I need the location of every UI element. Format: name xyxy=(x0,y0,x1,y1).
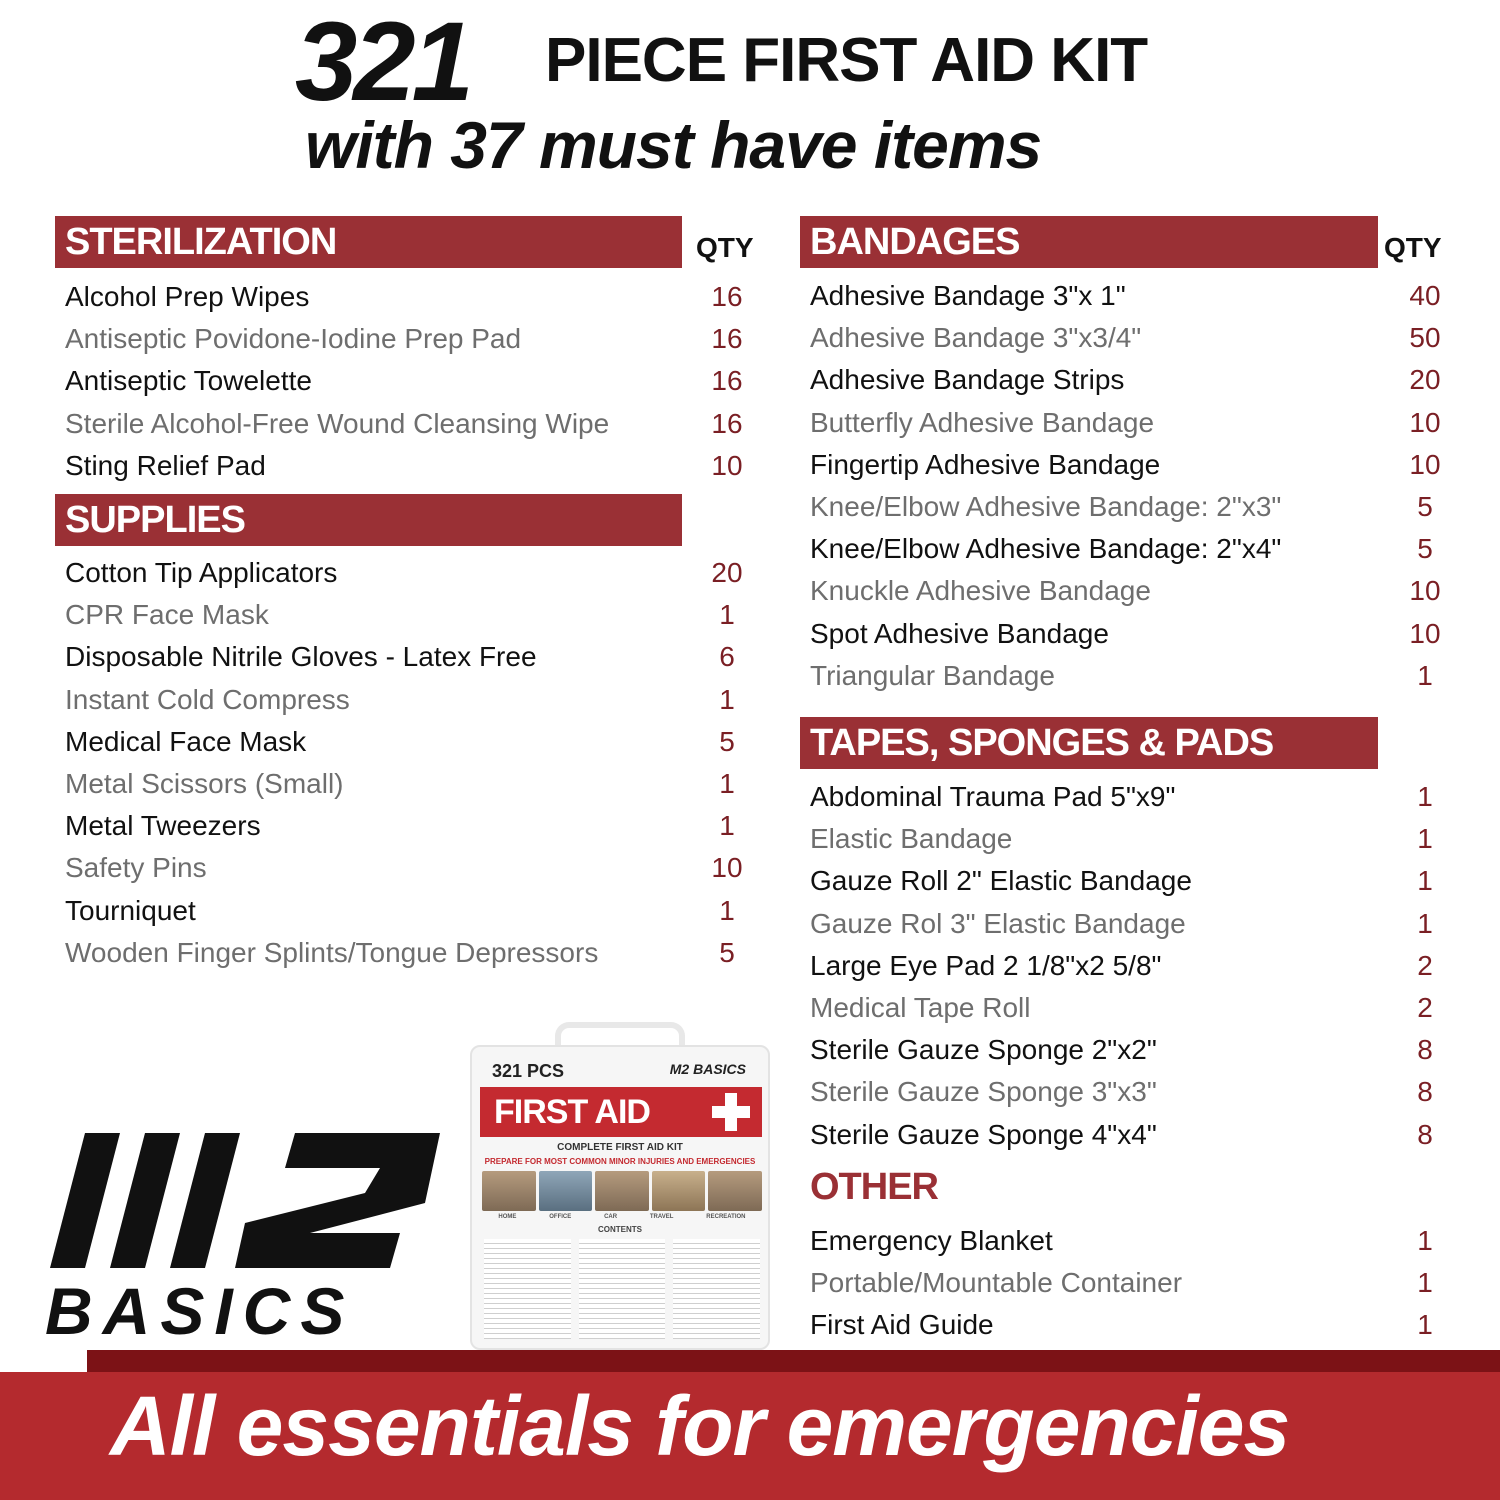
item-qty: 1 xyxy=(719,767,735,799)
item-qty: 1 xyxy=(1417,659,1433,691)
item-name: Gauze Rol 3" Elastic Bandage xyxy=(810,907,1186,939)
item-name: Adhesive Bandage 3"x3/4" xyxy=(810,322,1142,354)
item-qty: 10 xyxy=(711,852,743,884)
item-name: Sterile Gauze Sponge 3"x3" xyxy=(810,1076,1157,1108)
section-tapes-header: TAPES, SPONGES & PADS xyxy=(800,717,1378,769)
item-qty: 20 xyxy=(711,557,743,588)
item-name: Medical Face Mask xyxy=(65,725,307,757)
item-name: Metal Scissors (Small) xyxy=(65,767,344,799)
item-name: Triangular Bandage xyxy=(810,659,1055,691)
item-name: Emergency Blanket xyxy=(810,1225,1053,1256)
header-title: PIECE FIRST AID KIT xyxy=(545,26,1148,95)
item-name: Antiseptic Povidone-Iodine Prep Pad xyxy=(65,323,522,355)
item-name: Elastic Bandage xyxy=(810,823,1013,855)
item-qty: 2 xyxy=(1417,991,1433,1023)
item-name: Metal Tweezers xyxy=(65,810,261,842)
item-name: Large Eye Pad 2 1/8"x2 5/8" xyxy=(810,949,1162,981)
item-qty: 2 xyxy=(1417,949,1433,981)
qty-header-left: QTY xyxy=(696,232,754,263)
item-qty: 6 xyxy=(719,641,735,673)
item-qty: 5 xyxy=(719,936,735,968)
item-qty: 1 xyxy=(719,599,735,631)
item-qty: 10 xyxy=(1409,448,1441,480)
item-name: Sterile Alcohol-Free Wound Cleansing Wipe xyxy=(65,407,610,439)
item-qty: 1 xyxy=(1417,781,1433,812)
item-name: Antiseptic Towelette xyxy=(65,365,312,397)
item-name: First Aid Guide xyxy=(810,1309,994,1341)
item-qty: 1 xyxy=(1417,1309,1433,1341)
item-name: Medical Tape Roll xyxy=(810,991,1031,1023)
banner-accent-strip xyxy=(87,1350,1500,1372)
qty-header-right: QTY xyxy=(1384,232,1442,263)
product-box-image xyxy=(470,1045,770,1350)
item-qty: 5 xyxy=(719,725,735,757)
item-name: Cotton Tip Applicators xyxy=(65,557,338,588)
brand-logo xyxy=(45,1128,455,1348)
box-line1: COMPLETE FIRST AID KIT xyxy=(557,1142,683,1153)
item-name: Alcohol Prep Wipes xyxy=(65,281,310,312)
section-bandages-header: BANDAGES xyxy=(800,216,1378,268)
medical-cross-icon xyxy=(712,1093,750,1131)
item-qty: 1 xyxy=(719,810,735,842)
item-name: Disposable Nitrile Gloves - Latex Free xyxy=(65,641,537,673)
item-qty: 50 xyxy=(1409,322,1441,354)
item-qty: 1 xyxy=(1417,823,1433,855)
item-name: CPR Face Mask xyxy=(65,599,269,631)
item-name: Sting Relief Pad xyxy=(65,449,266,481)
item-name: Abdominal Trauma Pad 5"x9" xyxy=(810,781,1176,812)
item-name: Gauze Roll 2" Elastic Bandage xyxy=(810,865,1192,897)
item-qty: 40 xyxy=(1409,280,1441,311)
banner-text: All essentials for emergencies xyxy=(110,1379,1290,1473)
item-name: Wooden Finger Splints/Tongue Depressors xyxy=(65,936,599,968)
item-name: Sterile Gauze Sponge 4"x4" xyxy=(810,1118,1157,1150)
box-contents-label: CONTENTS xyxy=(598,1225,642,1234)
header-number: 321 xyxy=(295,0,470,124)
box-contents-columns xyxy=(484,1239,760,1339)
section-sterilization-header: STERILIZATION xyxy=(55,216,682,268)
item-qty: 10 xyxy=(711,449,743,481)
logo-wordmark: BASICS xyxy=(45,1274,355,1348)
item-qty: 8 xyxy=(1417,1076,1433,1108)
item-qty: 16 xyxy=(711,365,743,397)
item-name: Adhesive Bandage 3"x 1" xyxy=(810,280,1126,311)
item-name: Portable/Mountable Container xyxy=(810,1267,1183,1299)
item-qty: 16 xyxy=(711,407,743,439)
item-qty: 5 xyxy=(1417,533,1433,565)
item-qty: 1 xyxy=(719,683,735,715)
item-name: Safety Pins xyxy=(65,852,207,884)
item-name: Knee/Elbow Adhesive Bandage: 2"x3" xyxy=(810,490,1282,522)
item-name: Sterile Gauze Sponge 2"x2" xyxy=(810,1034,1157,1066)
item-qty: 8 xyxy=(1417,1118,1433,1150)
item-name: Butterfly Adhesive Bandage xyxy=(810,406,1155,438)
box-photos xyxy=(482,1171,762,1211)
item-qty: 10 xyxy=(1409,406,1441,438)
item-name: Instant Cold Compress xyxy=(65,683,350,715)
item-name: Tourniquet xyxy=(65,894,196,926)
item-qty: 1 xyxy=(1417,1225,1433,1256)
item-qty: 20 xyxy=(1409,364,1441,396)
box-line2: PREPARE FOR MOST COMMON MINOR INJURIES AND EMERGENCIES xyxy=(484,1157,756,1166)
item-qty: 10 xyxy=(1409,617,1441,649)
item-name: Adhesive Bandage Strips xyxy=(810,364,1125,396)
item-qty: 10 xyxy=(1409,575,1441,607)
box-title-band xyxy=(480,1087,762,1137)
box-categories: HOME OFFICE CAR TRAVEL RECREATION xyxy=(498,1214,746,1220)
item-qty: 16 xyxy=(711,323,743,355)
item-name: Knee/Elbow Adhesive Bandage: 2"x4" xyxy=(810,533,1282,565)
item-qty: 1 xyxy=(719,894,735,926)
item-qty: 1 xyxy=(1417,865,1433,897)
section-other-header: OTHER xyxy=(810,1166,938,1208)
item-qty: 1 xyxy=(1417,907,1433,939)
item-name: Fingertip Adhesive Bandage xyxy=(810,448,1161,480)
item-name: Spot Adhesive Bandage xyxy=(810,617,1109,649)
box-pcs: 321 PCS xyxy=(492,1061,565,1081)
item-qty: 16 xyxy=(711,281,743,312)
item-qty: 8 xyxy=(1417,1034,1433,1066)
m2-logo-icon xyxy=(45,1128,455,1278)
header-subtitle: with 37 must have items xyxy=(305,108,1042,182)
item-qty: 1 xyxy=(1417,1267,1433,1299)
item-qty: 5 xyxy=(1417,490,1433,522)
box-brand: M2 BASICS xyxy=(669,1061,746,1077)
section-supplies-header: SUPPLIES xyxy=(55,494,682,546)
box-title: FIRST AID xyxy=(494,1093,650,1131)
item-name: Knuckle Adhesive Bandage xyxy=(810,575,1151,607)
